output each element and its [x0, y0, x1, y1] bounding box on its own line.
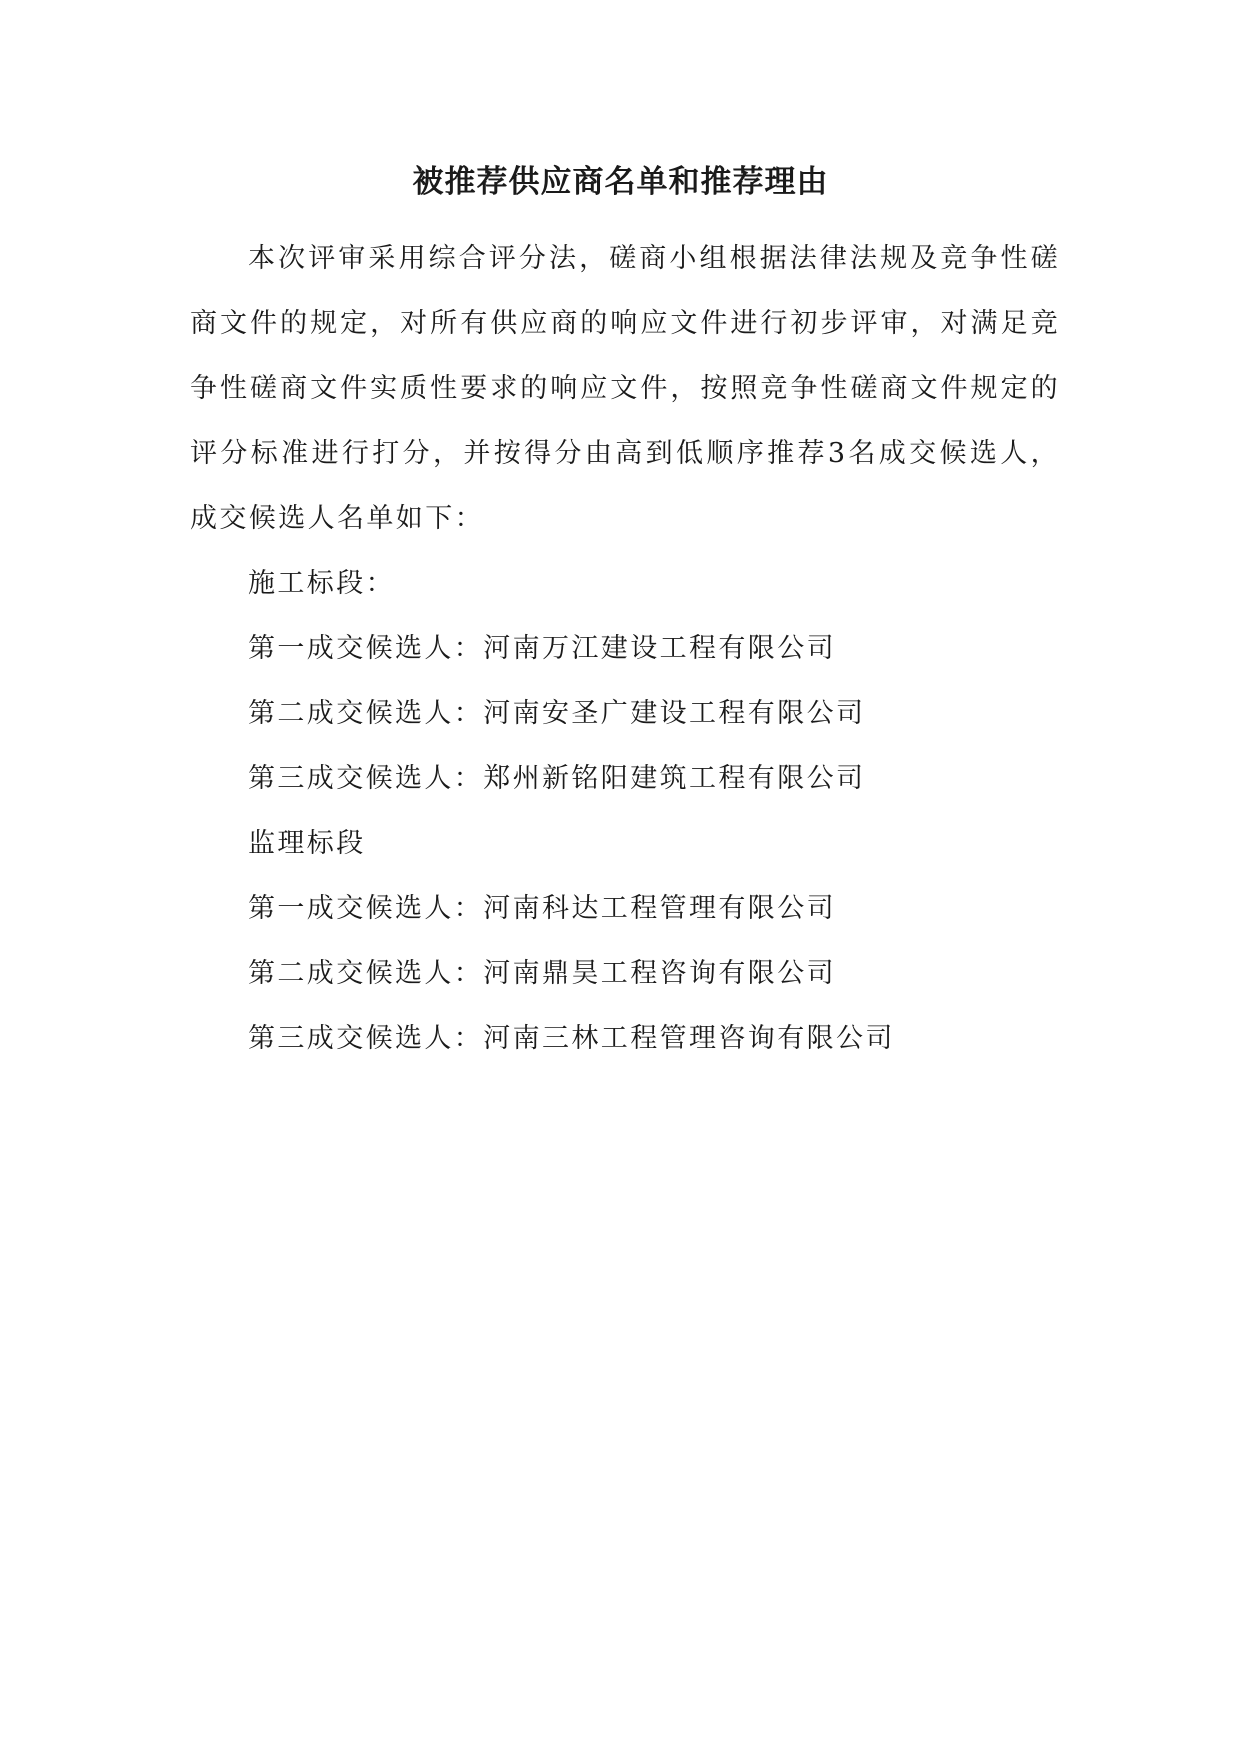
candidate-line: 第二成交候选人：河南安圣广建设工程有限公司 [248, 698, 866, 729]
candidate-line: 第二成交候选人：河南鼎昊工程咨询有限公司 [248, 958, 836, 989]
candidate-line: 第一成交候选人：河南科达工程管理有限公司 [248, 893, 836, 924]
document-body [190, 226, 1060, 1071]
candidate-line: 第三成交候选人：河南三林工程管理咨询有限公司 [248, 1023, 895, 1054]
document-title: 被推荐供应商名单和推荐理由 [412, 164, 829, 200]
candidate-line: 第三成交候选人：郑州新铭阳建筑工程有限公司 [248, 763, 866, 794]
candidate-line: 第一成交候选人：河南万江建设工程有限公司 [248, 633, 836, 664]
intro-paragraph: 本次评审采用综合评分法，磋商小组根据法律法规及竞争性磋商文件的规定，对所有供应商的响应文件进行初步评审，对满足竞争性磋商文件实质性要求的响应文件，按照竞争性磋商文件规定的评分标准进行打分，并按得分由高到低顺序推荐3名成交候选人，成交候选人名单如下： [190, 243, 1060, 534]
section-heading-supervision: 监理标段 [248, 828, 366, 859]
section-heading-construction: 施工标段： [248, 568, 395, 599]
